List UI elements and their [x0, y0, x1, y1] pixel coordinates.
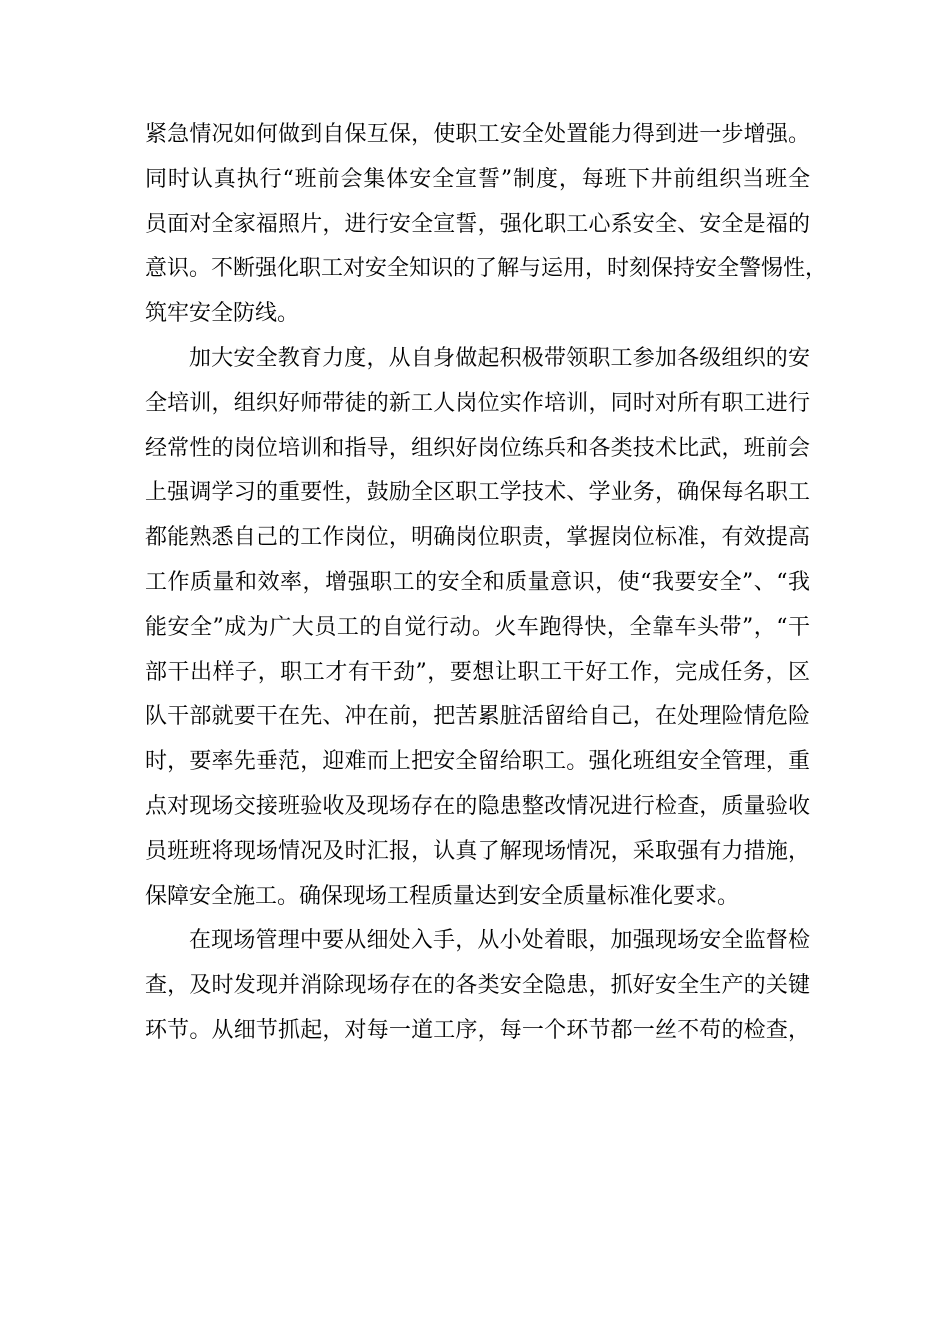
- text-line: 部干出样子，职工才有干劲”，要想让职工干好工作，完成任务，区: [145, 659, 810, 685]
- text-line: 环节。从细节抓起，对每一道工序，每一个环节都一丝不苟的检查，: [145, 1017, 810, 1043]
- paragraph-1: [145, 113, 828, 337]
- text-line: 点对现场交接班验收及现场存在的隐患整改情况进行检查，质量验收: [145, 793, 810, 819]
- text-line: 筑牢安全防线。: [145, 301, 300, 327]
- text-line: 经常性的岗位培训和指导，组织好岗位练兵和各类技术比武，班前会: [145, 435, 810, 461]
- text-line: 都能熟悉自己的工作岗位，明确岗位职责，掌握岗位标准，有效提高: [145, 525, 810, 551]
- text-line: 员面对全家福照片，进行安全宣誓，强化职工心系安全、安全是福的: [145, 211, 810, 237]
- text-line: 在现场管理中要从细处入手，从小处着眼，加强现场安全监督检: [189, 928, 810, 954]
- text-line: 加大安全教育力度，从自身做起积极带领职工参加各级组织的安: [189, 345, 810, 371]
- text-line: 查，及时发现并消除现场存在的各类安全隐患，抓好安全生产的关键: [145, 973, 810, 999]
- text-line: 上强调学习的重要性，鼓励全区职工学技术、学业务，确保每名职工: [145, 480, 810, 506]
- text-line: 员班班将现场情况及时汇报，认真了解现场情况，采取强有力措施，: [145, 838, 810, 864]
- text-line: 队干部就要干在先、冲在前，把苦累脏活留给自己，在处理险情危险: [145, 704, 810, 730]
- text-line: 工作质量和效率，增强职工的安全和质量意识，使“我要安全”、“我: [145, 569, 810, 595]
- text-line: 意识。不断强化职工对安全知识的了解与运用，时刻保持安全警惕性，: [145, 256, 828, 282]
- text-line: 保障安全施工。确保现场工程质量达到安全质量标准化要求。: [145, 883, 740, 909]
- text-line: 同时认真执行“班前会集体安全宣誓”制度，每班下井前组织当班全: [145, 166, 810, 192]
- paragraph-3: [145, 919, 810, 1053]
- text-line: 时，要率先垂范，迎难而上把安全留给职工。强化班组安全管理，重: [145, 749, 810, 775]
- paragraph-2: [145, 337, 810, 919]
- text-line: 能安全”成为广大员工的自觉行动。火车跑得快，全靠车头带”，“干: [145, 614, 810, 640]
- body-text: [145, 113, 828, 1054]
- text-line: 全培训，组织好师带徒的新工人岗位实作培训，同时对所有职工进行: [145, 390, 810, 416]
- text-line: 紧急情况如何做到自保互保，使职工安全处置能力得到进一步增强。: [145, 122, 810, 147]
